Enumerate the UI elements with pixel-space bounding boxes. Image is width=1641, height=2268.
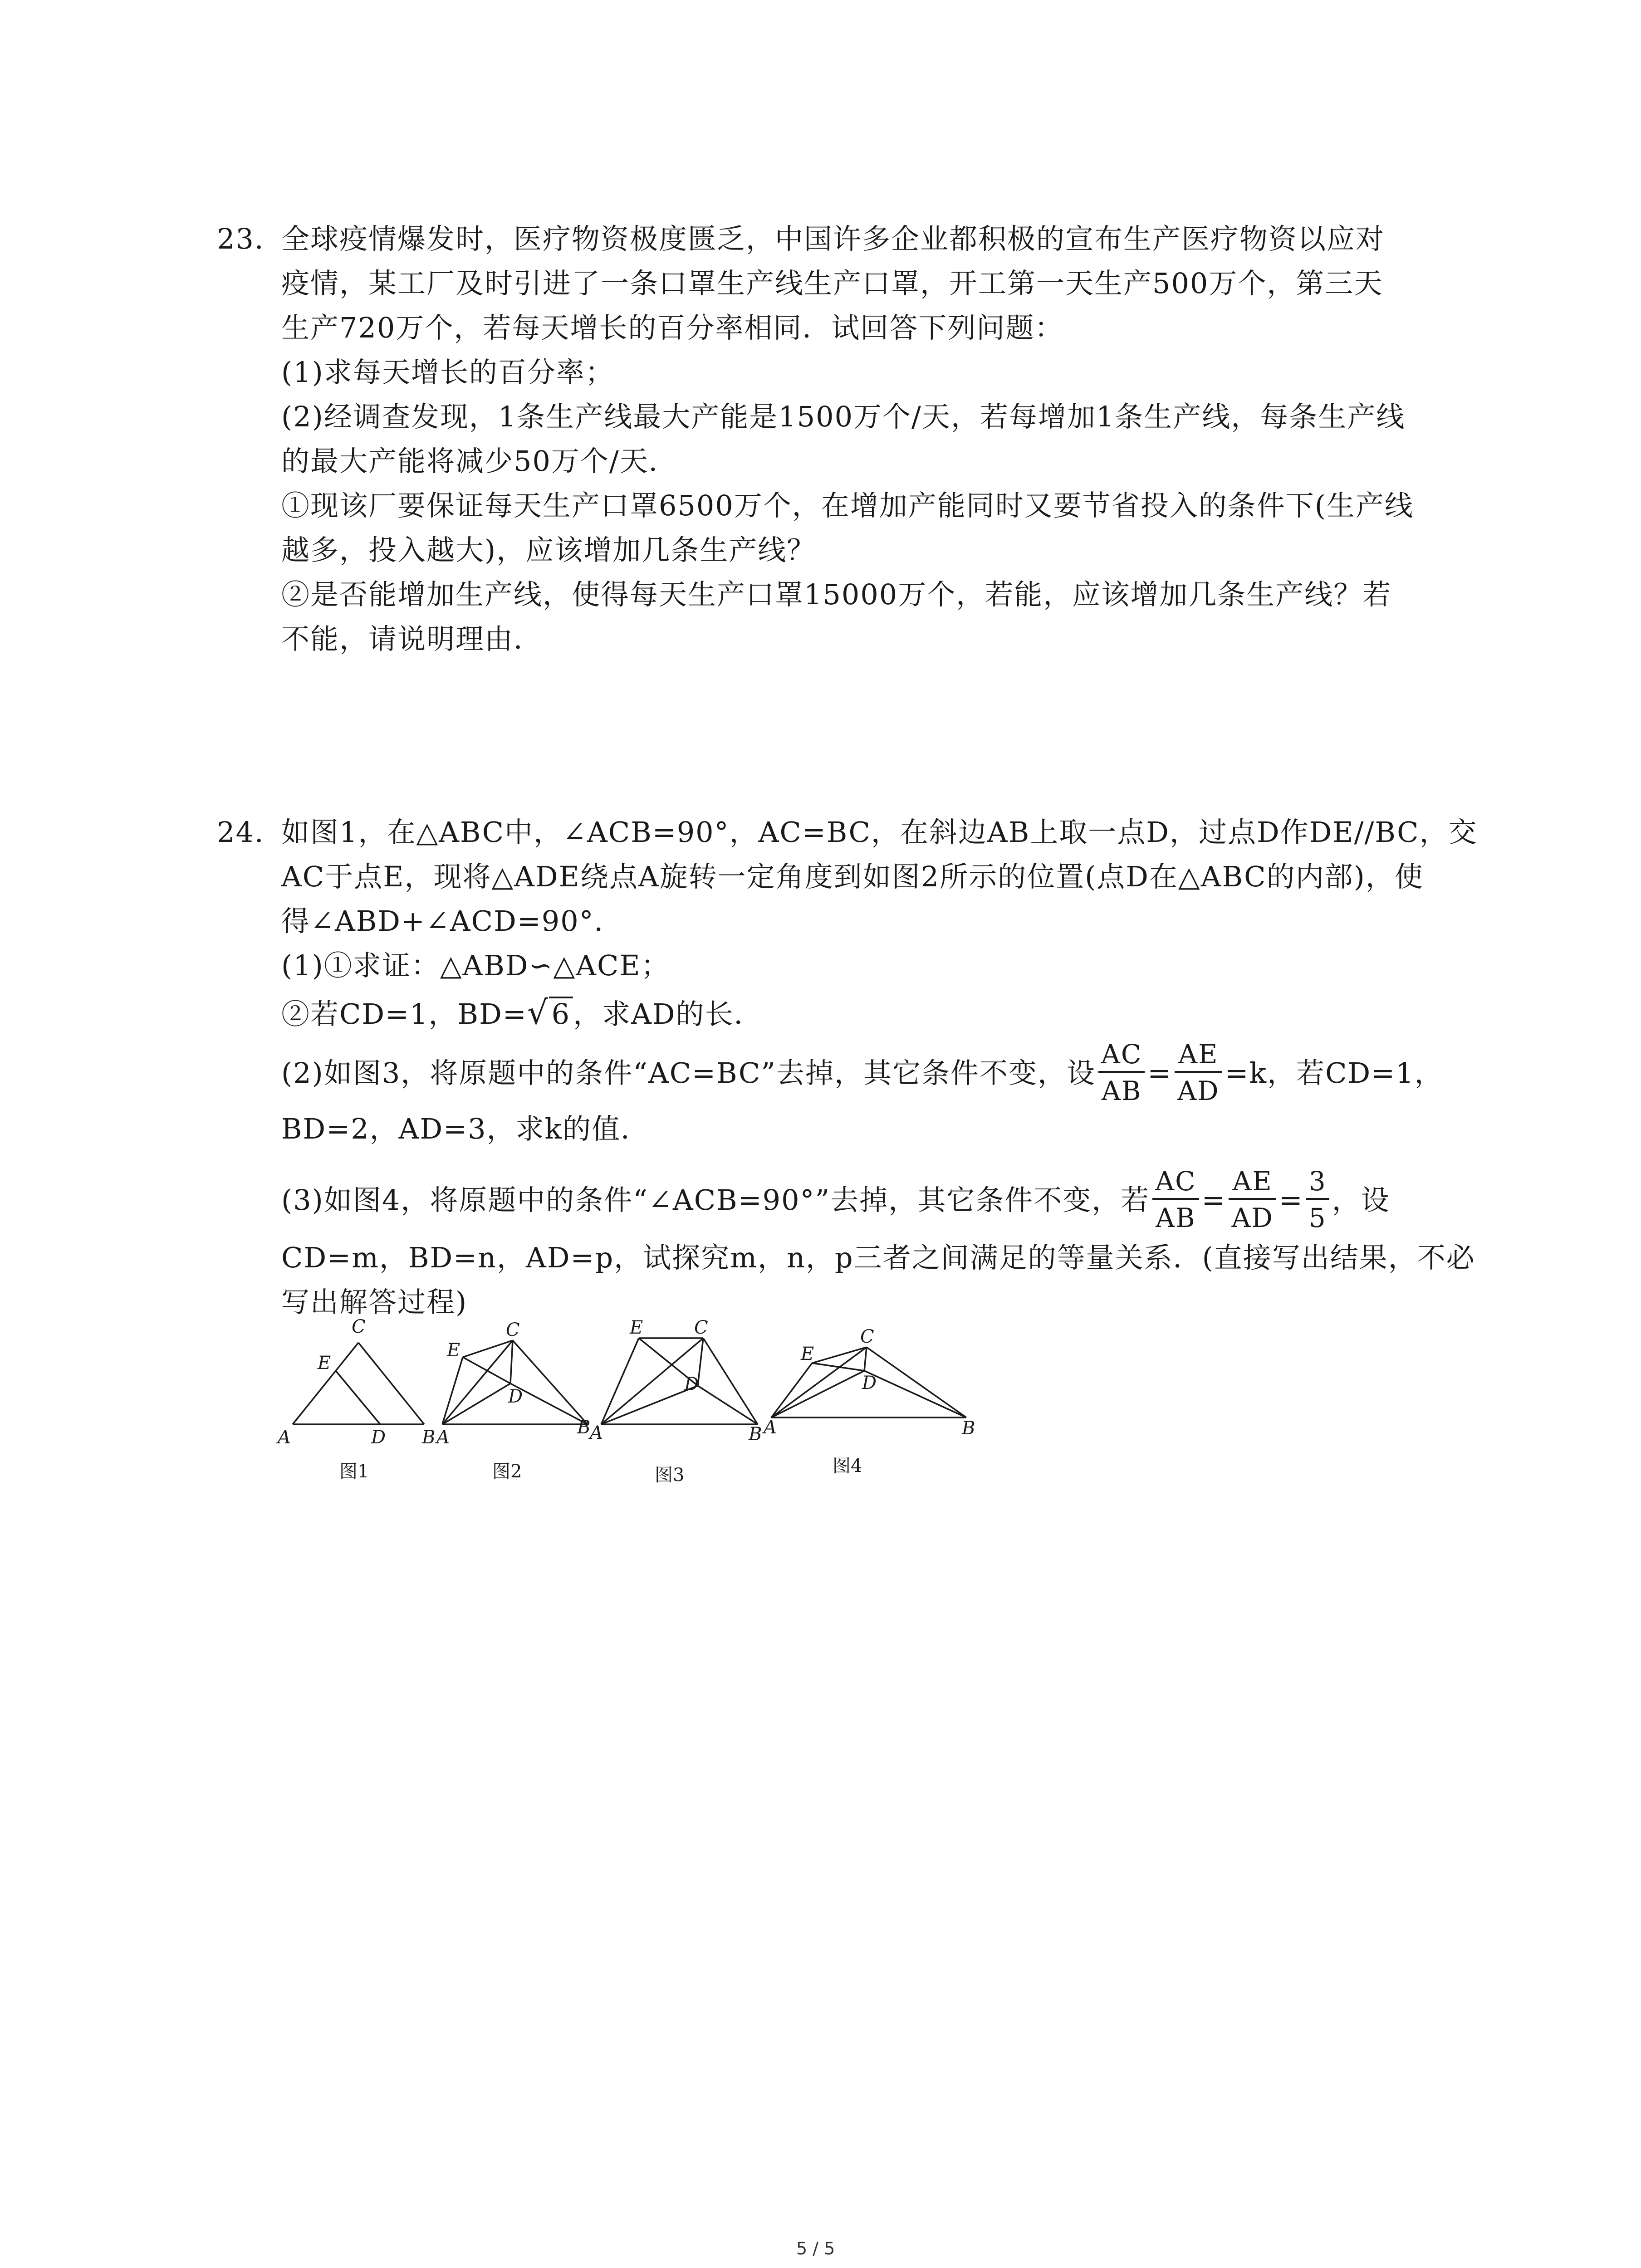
q24-line-8-a: (3)如图4，将原题中的条件“∠ACB=90°”去掉，其它条件不变，若 bbox=[281, 1183, 1150, 1217]
q24-line-6: (2)如图3，将原题中的条件“AC=BC”去掉，其它条件不变，设 $\frac{AC}{AB}$ = $\frac{AE}{AD}$ =k，若CD=1， bbox=[281, 1039, 1444, 1106]
fig1-label-c: C bbox=[352, 1316, 366, 1337]
fraction-numerator: AC bbox=[1152, 1168, 1199, 1200]
q23-line-9: ②是否能增加生产线，使得每天生产口罩15000万个，若能，应该增加几条生产线？若 bbox=[281, 578, 1392, 611]
fraction-denominator: AB bbox=[1101, 1075, 1142, 1106]
q23-line-5: (2)经调查发现，1条生产线最大产能是1500万个/天，若每增加1条生产线，每条生产线 bbox=[281, 400, 1406, 433]
radicand: 6 bbox=[549, 997, 573, 1028]
q24-line-8: (3)如图4，将原题中的条件“∠ACB=90°”去掉，其它条件不变，若 $\frac{AC}{AB}$ = $\frac{AE}{AD}$ = $\frac{3}{5}$ ，设 bbox=[281, 1166, 1390, 1233]
figure-3-lines bbox=[601, 1338, 758, 1424]
figure-2-lines bbox=[442, 1340, 588, 1424]
fig2-label-a: A bbox=[436, 1427, 450, 1448]
fraction-numerator: AE bbox=[1229, 1168, 1276, 1200]
fraction-denominator: AD bbox=[1231, 1202, 1274, 1233]
figure-3-caption: 图3 bbox=[655, 1465, 685, 1486]
figure-1-caption: 图1 bbox=[339, 1461, 369, 1482]
fig4-label-a: A bbox=[764, 1417, 777, 1438]
fraction-numerator: 3 bbox=[1306, 1168, 1329, 1200]
fraction-denominator: AD bbox=[1177, 1075, 1220, 1106]
fig1-label-d: D bbox=[371, 1427, 386, 1448]
fig1-label-b: B bbox=[422, 1427, 436, 1448]
q24-line-10: 写出解答过程) bbox=[281, 1286, 468, 1319]
q24-line-6-b: =k，若CD=1， bbox=[1225, 1056, 1444, 1090]
q23-line-1: 全球疫情爆发时，医疗物资极度匮乏，中国许多企业都积极的宣布生产医疗物资以应对 bbox=[281, 222, 1385, 255]
q24-line-8-b: ，设 bbox=[1332, 1183, 1390, 1217]
q23-line-10: 不能，请说明理由． bbox=[281, 622, 543, 655]
figure-1-lines bbox=[293, 1343, 424, 1424]
fraction-denominator: 5 bbox=[1308, 1202, 1327, 1233]
fig4-label-b: B bbox=[962, 1418, 975, 1439]
q24-line-4: (1)①求证：△ABD∽△ACE； bbox=[281, 949, 670, 982]
q24-line-3: 得∠ABD+∠ACD=90°． bbox=[281, 904, 623, 938]
fraction-numerator: AC bbox=[1098, 1041, 1145, 1073]
fig4-label-d: D bbox=[862, 1373, 877, 1393]
fig3-label-c: C bbox=[694, 1317, 708, 1338]
fig3-label-a: A bbox=[590, 1422, 603, 1443]
fig2-label-e: E bbox=[447, 1340, 460, 1361]
fig1-label-a: A bbox=[278, 1427, 291, 1448]
q24-line-5-b: ，求AD的长． bbox=[573, 997, 763, 1031]
fig1-label-e: E bbox=[318, 1353, 331, 1374]
q24-line-5-a: ②若CD=1，BD= bbox=[281, 997, 527, 1031]
q23-line-4: (1)求每天增长的百分率； bbox=[281, 356, 614, 389]
q23-line-3: 生产720万个，若每天增长的百分率相同．试回答下列问题： bbox=[281, 311, 1064, 344]
fig2-label-c: C bbox=[506, 1320, 520, 1340]
page-number: 5 / 5 bbox=[796, 2239, 835, 2258]
fig4-label-c: C bbox=[860, 1326, 874, 1347]
q23-line-8: 越多，投入越大)，应该增加几条生产线？ bbox=[281, 533, 816, 567]
q24-number: 24. bbox=[217, 816, 265, 849]
q23-line-2: 疫情，某工厂及时引进了一条口罩生产线生产口罩，开工第一天生产500万个，第三天 bbox=[281, 267, 1383, 300]
q24-line-2: AC于点E，现将△ADE绕点A旋转一定角度到如图2所示的位置(点D在△ABC的内部)，使 bbox=[281, 860, 1424, 893]
q24-line-1: 如图1，在△ABC中，∠ACB=90°，AC=BC，在斜边AB上取一点D，过点D作DE//BC，交 bbox=[281, 816, 1478, 849]
q24-line-7: BD=2，AD=3，求k的值． bbox=[281, 1112, 650, 1145]
q23-line-6: 的最大产能将减少50万个/天． bbox=[281, 445, 678, 478]
q24-line-9: CD=m，BD=n，AD=p，试探究m，n，p三者之间满足的等量关系．(直接写出结果，不必 bbox=[281, 1241, 1475, 1274]
fig2-label-b: B bbox=[577, 1417, 591, 1438]
fig2-label-d: D bbox=[508, 1386, 523, 1407]
figure-2-caption: 图2 bbox=[492, 1461, 522, 1482]
figure-4-caption: 图4 bbox=[833, 1456, 862, 1476]
fig3-label-e: E bbox=[630, 1317, 643, 1338]
fig3-label-d: D bbox=[684, 1374, 699, 1395]
radical-sign: √ bbox=[527, 993, 549, 1031]
q23-line-7: ①现该厂要保证每天生产口罩6500万个，在增加产能同时又要节省投入的条件下(生产线 bbox=[281, 489, 1414, 522]
q23-number: 23. bbox=[217, 222, 265, 255]
fig4-label-e: E bbox=[801, 1344, 814, 1364]
fig3-label-b: B bbox=[749, 1424, 762, 1445]
fraction-numerator: AE bbox=[1175, 1041, 1222, 1073]
q24-line-6-a: (2)如图3，将原题中的条件“AC=BC”去掉，其它条件不变，设 bbox=[281, 1056, 1096, 1090]
fraction-denominator: AB bbox=[1156, 1202, 1196, 1233]
